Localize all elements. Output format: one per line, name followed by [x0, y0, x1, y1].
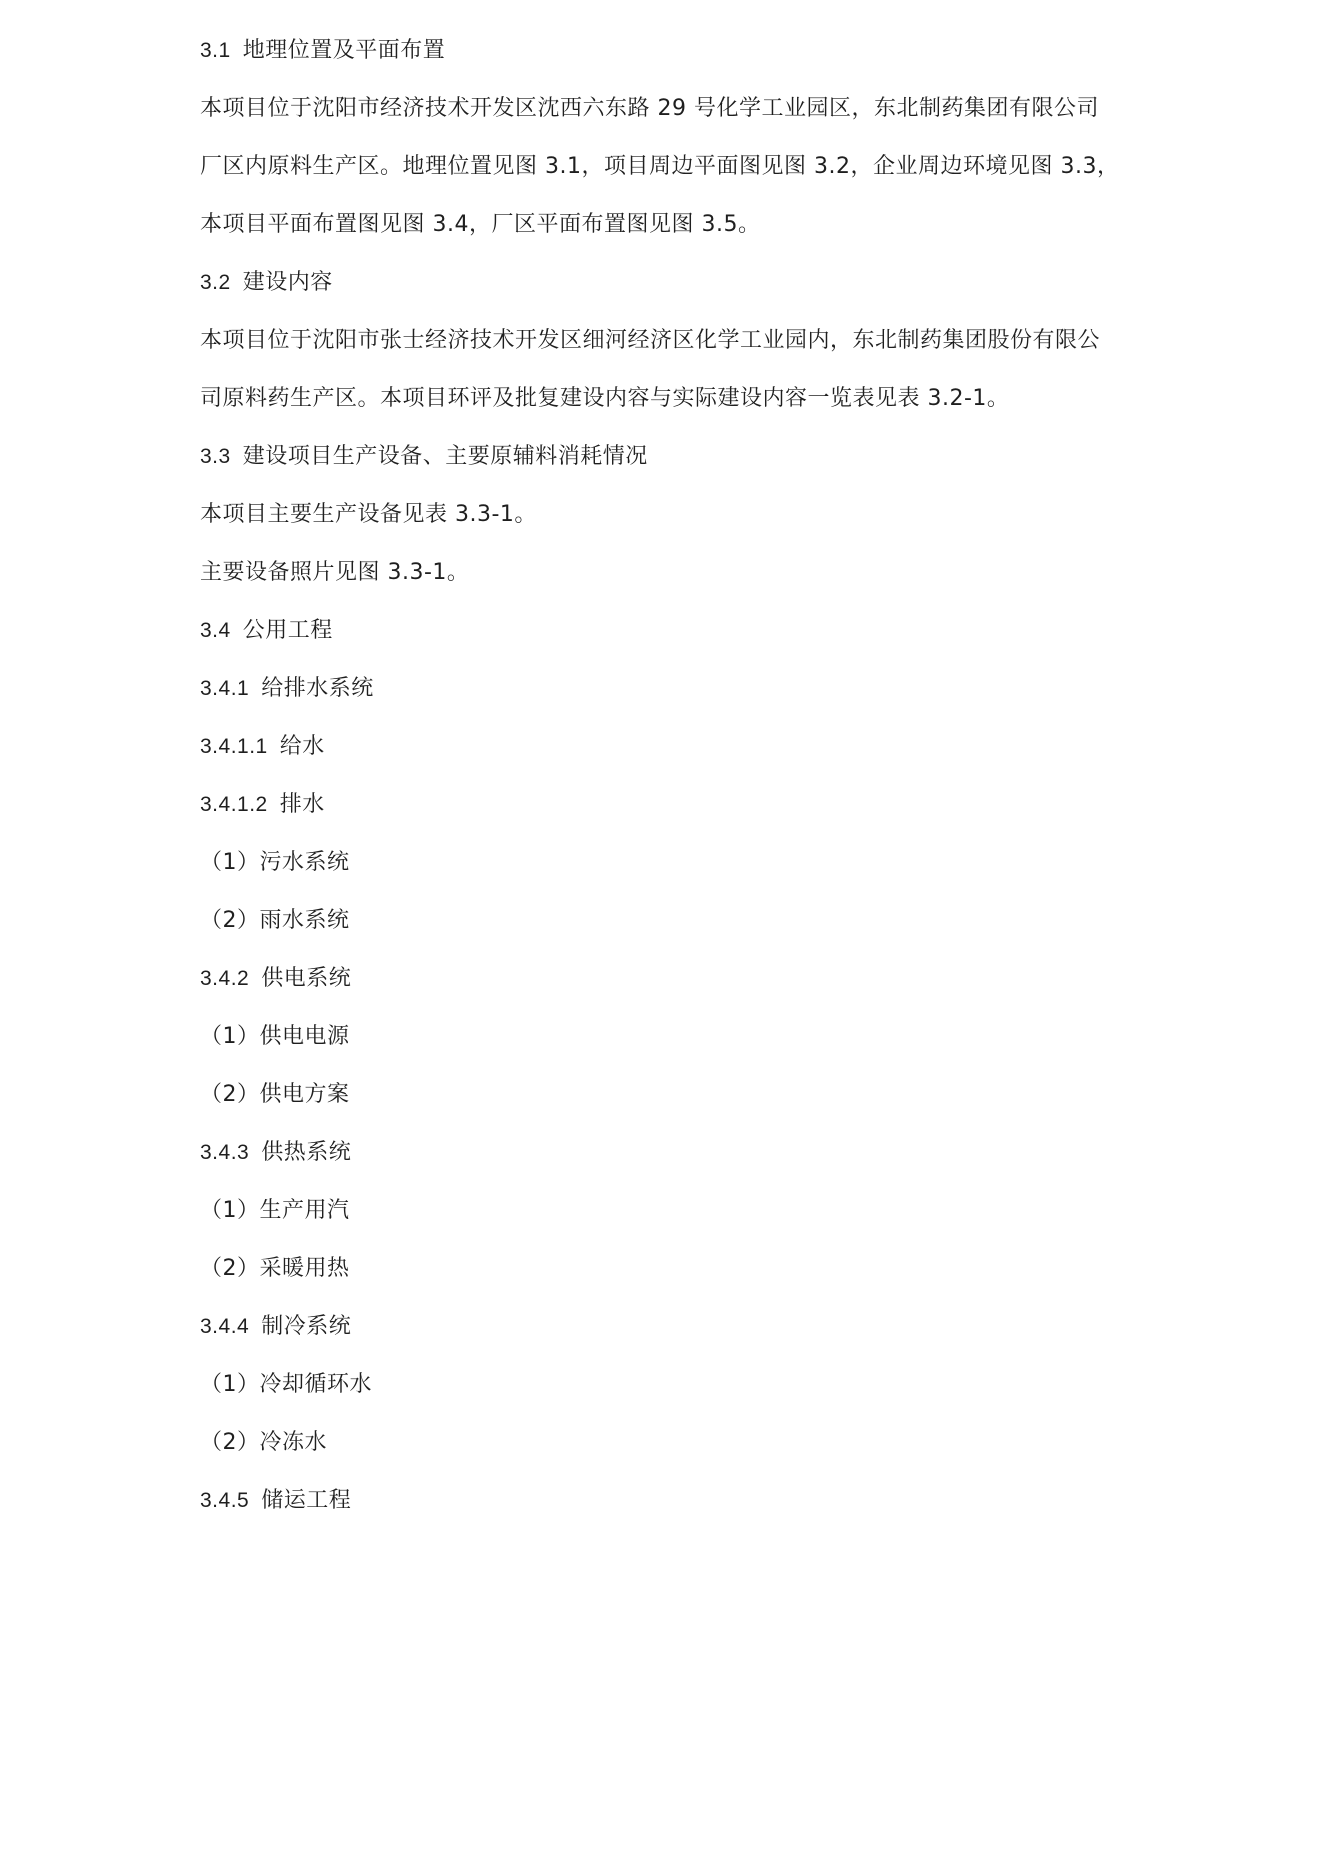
heading-3-4-1-2: 3.4.1.2 排水	[200, 792, 325, 817]
heading-3-4-4: 3.4.4 制冷系统	[200, 1314, 352, 1339]
list-item: （2）采暖用热	[200, 1256, 350, 1281]
heading-3-4-1-1: 3.4.1.1 给水	[200, 734, 325, 759]
paragraph-line: 主要设备照片见图 3.3-1。	[200, 560, 470, 585]
paragraph-line: 本项目位于沈阳市张士经济技术开发区细河经济区化学工业园内，东北制药集团股份有限公	[200, 328, 1101, 353]
paragraph-line: 本项目位于沈阳市经济技术开发区沈西六东路 29 号化学工业园区，东北制药集团有限公司	[200, 96, 1099, 121]
list-item: （1）生产用汽	[200, 1198, 350, 1223]
paragraph-line: 司原料药生产区。本项目环评及批复建设内容与实际建设内容一览表见表 3.2-1。	[200, 386, 1010, 411]
paragraph-line: 本项目平面布置图见图 3.4，厂区平面布置图见图 3.5。	[200, 212, 761, 237]
paragraph-line: 厂区内原料生产区。地理位置见图 3.1，项目周边平面图见图 3.2，企业周边环境见图 3.3，	[200, 154, 1120, 179]
list-item: （1）供电电源	[200, 1024, 350, 1049]
heading-3-4-1: 3.4.1 给排水系统	[200, 676, 374, 701]
list-item: （2）冷冻水	[200, 1430, 327, 1455]
list-item: （2）供电方案	[200, 1082, 350, 1107]
paragraph-line: 本项目主要生产设备见表 3.3-1。	[200, 502, 537, 527]
heading-3-1: 3.1 地理位置及平面布置	[200, 38, 446, 63]
list-item: （1）污水系统	[200, 850, 350, 875]
heading-3-2: 3.2 建设内容	[200, 270, 333, 295]
list-item: （1）冷却循环水	[200, 1372, 372, 1397]
heading-3-4: 3.4 公用工程	[200, 618, 333, 643]
heading-3-4-3: 3.4.3 供热系统	[200, 1140, 352, 1165]
list-item: （2）雨水系统	[200, 908, 350, 933]
heading-3-4-5: 3.4.5 储运工程	[200, 1488, 352, 1513]
heading-3-4-2: 3.4.2 供电系统	[200, 966, 352, 991]
heading-3-3: 3.3 建设项目生产设备、主要原辅料消耗情况	[200, 444, 648, 469]
